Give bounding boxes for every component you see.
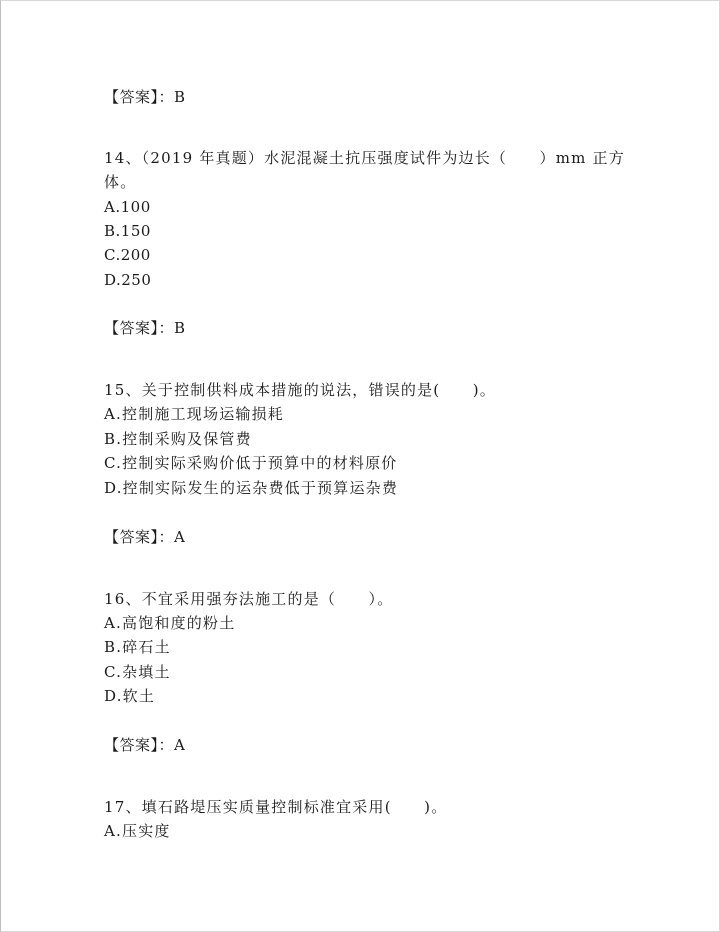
option-c: C.200 (104, 246, 151, 264)
question-stem: 15、关于控制供料成本措施的说法，错误的是( )。 (104, 381, 496, 399)
option-c: C.控制实际采购价低于预算中的材料原价 (104, 454, 398, 472)
option-a: A.100 (104, 198, 151, 216)
option-a: A.高饱和度的粉土 (104, 614, 236, 632)
question-stem: 14、（2019 年真题）水泥混凝土抗压强度试件为边长（ ）mm 正方 (104, 149, 625, 167)
option-a: A.压实度 (104, 822, 171, 840)
question-stem: 体。 (104, 173, 137, 191)
question-stem: 17、填石路堤压实质量控制标准宜采用( )。 (104, 798, 448, 816)
option-c: C.杂填土 (104, 663, 171, 681)
answer-label: 【答案】：B (104, 88, 186, 106)
option-b: B.150 (104, 222, 151, 240)
answer-label: 【答案】：A (104, 528, 186, 546)
option-d: D.250 (104, 271, 152, 289)
option-d: D.控制实际发生的运杂费低于预算运杂费 (104, 479, 399, 497)
question-stem: 16、不宜采用强夯法施工的是（ ）。 (104, 590, 394, 608)
option-a: A.控制施工现场运输损耗 (104, 405, 285, 423)
answer-label: 【答案】：B (104, 319, 186, 337)
option-b: B.碎石土 (104, 638, 171, 656)
answer-label: 【答案】：A (104, 736, 186, 754)
option-b: B.控制采购及保管费 (104, 430, 252, 448)
option-d: D.软土 (104, 687, 156, 705)
